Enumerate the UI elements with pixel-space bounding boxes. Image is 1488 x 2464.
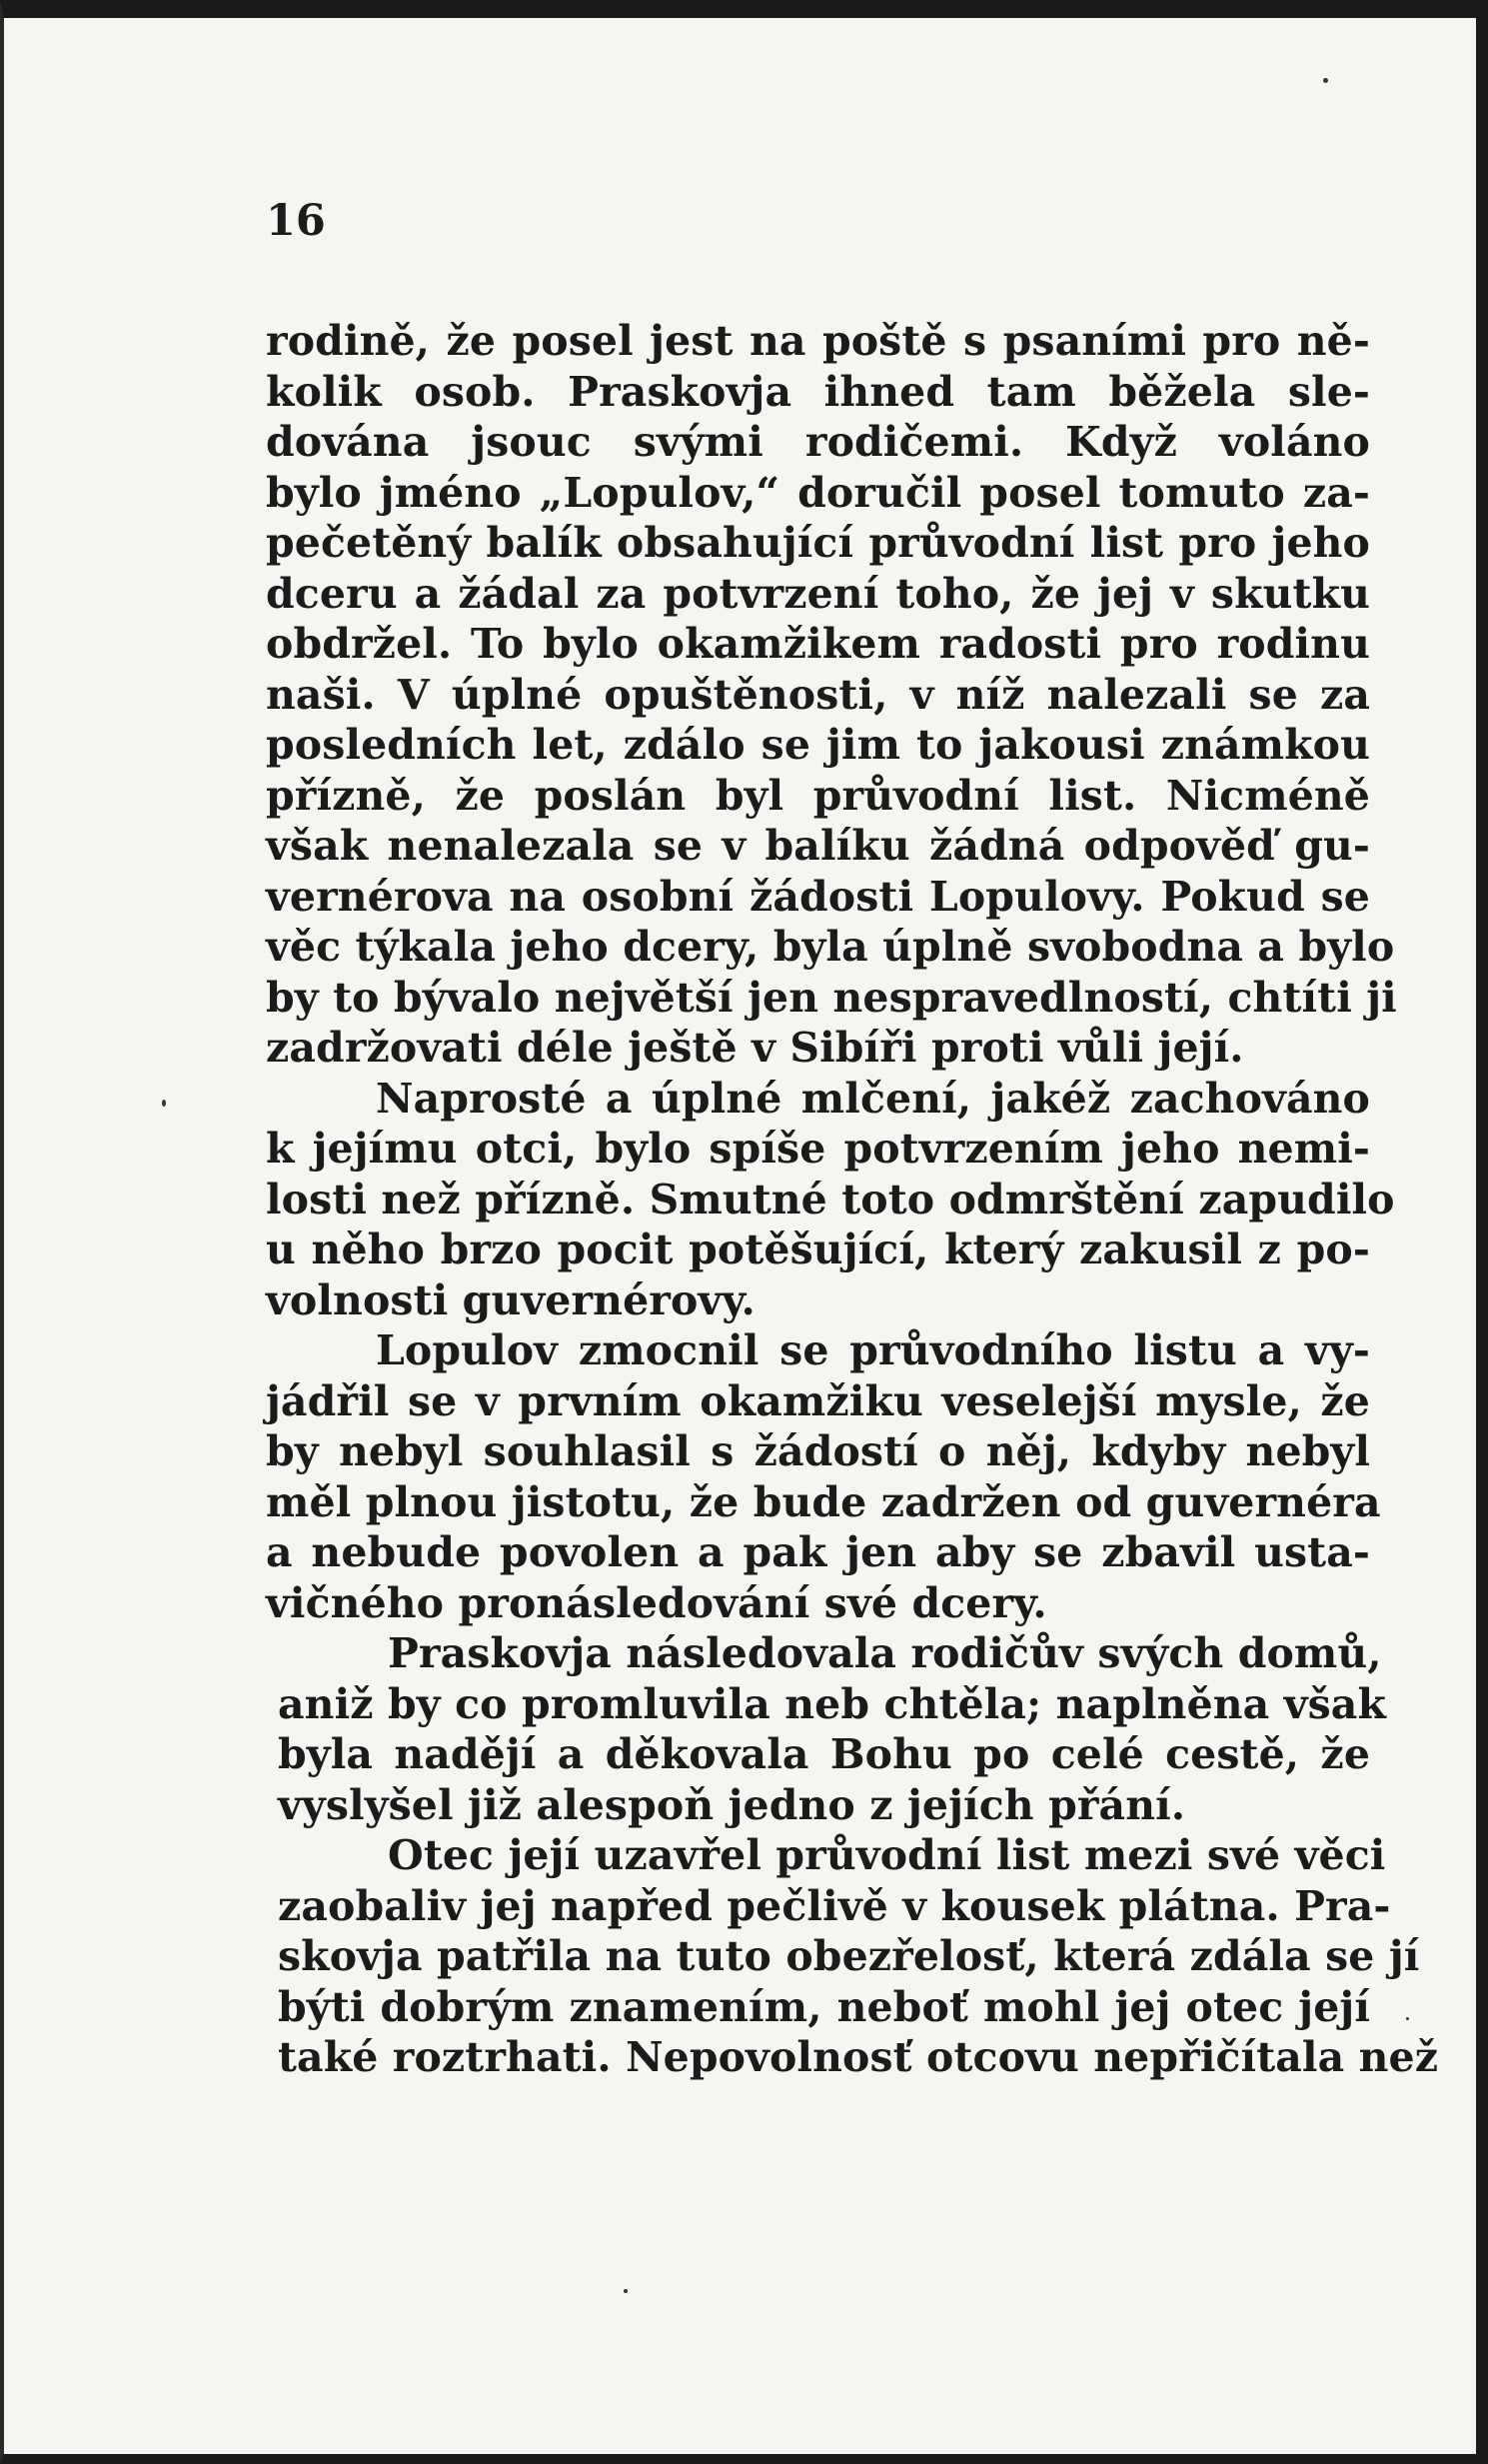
text-line: pečetěný balík obsahující průvodní list pro jeho bbox=[266, 519, 1370, 567]
scan-speck bbox=[1323, 78, 1328, 83]
text-line: Otec její uzavřel průvodní list mezi své věci bbox=[388, 1831, 1386, 1879]
text-line: u něho brzo pocit potěšující, který zakusil z po- bbox=[266, 1226, 1370, 1273]
scan-speck bbox=[624, 2289, 628, 2293]
text-line: kolik osob. Praskovja ihned tam běžela sle- bbox=[266, 367, 1370, 416]
text-line: Praskovja následovala rodičův svých domů, bbox=[388, 1629, 1382, 1677]
body-text bbox=[266, 316, 1439, 2083]
text-line: přízně, že poslán byl průvodní list. Nicméně bbox=[266, 771, 1370, 820]
text-line: aniž by co promluvila neb chtěla; naplněna však bbox=[278, 1679, 1386, 1728]
text-line: a nebude povolen a pak jen aby se zbavil usta- bbox=[266, 1528, 1370, 1576]
text-line: rodině, že posel jest na poště s psaními pro ně- bbox=[266, 317, 1370, 365]
text-line: věc týkala jeho dcery, byla úplně svobodna a bylo bbox=[266, 923, 1395, 971]
text-line: Lopulov zmocnil se průvodního listu a vy- bbox=[376, 1326, 1370, 1374]
text-line: bylo jméno „Lopulov,“ doručil posel tomuto za- bbox=[266, 468, 1370, 517]
text-line: vyslyšel již alespoň jedno z jejích přání. bbox=[278, 1780, 1186, 1829]
text-line: jádřil se v prvním okamžiku veselejší mysle, že bbox=[266, 1376, 1370, 1425]
text-line: k jejímu otci, bylo spíše potvrzením jeho nemi- bbox=[266, 1125, 1370, 1173]
text-line: býti dobrým znamením, neboť mohl jej otec její bbox=[278, 1982, 1370, 2031]
text-line: však nenalezala se v balíku žádná odpověď gu- bbox=[266, 822, 1370, 870]
scan-speck bbox=[1406, 2017, 1409, 2020]
text-line: naši. V úplné opuštěnosti, v níž nalezali se za bbox=[266, 670, 1370, 719]
text-line: volnosti guvernérovy. bbox=[266, 1275, 755, 1324]
text-line: by to bývalo největší jen nespravedlností, chtíti ji bbox=[266, 973, 1397, 1022]
text-line: posledních let, zdálo se jim to jakousi známkou bbox=[266, 721, 1370, 769]
text-line: dceru a žádal za potvrzení toho, že jej v skutku bbox=[266, 569, 1370, 618]
text-line: zadržovati déle ještě v Sibíři proti vůli její. bbox=[266, 1024, 1244, 1072]
text-line: vičného pronásledování své dcery. bbox=[266, 1578, 1047, 1627]
text-line: byla nadějí a děkovala Bohu po celé cestě, že bbox=[278, 1730, 1370, 1778]
text-line: by nebyl souhlasil s žádostí o něj, kdyby nebyl bbox=[266, 1427, 1370, 1475]
text-line: zaobaliv jej napřed pečlivě v kousek plátna. Pra- bbox=[278, 1881, 1391, 1930]
text-line: měl plnou jistotu, že bude zadržen od guvernéra bbox=[266, 1477, 1381, 1526]
scan-speck bbox=[162, 1100, 166, 1107]
text-line: vernérova na osobní žádosti Lopulovy. Pokud se bbox=[266, 872, 1370, 921]
text-line: losti než přízně. Smutné toto odmrštění zapudilo bbox=[266, 1175, 1395, 1224]
text-line: obdržel. To bylo okamžikem radosti pro rodinu bbox=[266, 620, 1370, 668]
text-line: dována jsouc svými rodičemi. Když voláno bbox=[266, 418, 1370, 466]
text-line: skovja patřila na tuto obezřelosť, která zdála se jí bbox=[278, 1932, 1420, 1980]
page-number: 16 bbox=[266, 196, 326, 246]
text-line: také roztrhati. Nepovolnosť otcovu nepřičítala než bbox=[278, 2033, 1439, 2081]
text-line: Naprosté a úplné mlčení, jakéž zachováno bbox=[376, 1074, 1370, 1123]
